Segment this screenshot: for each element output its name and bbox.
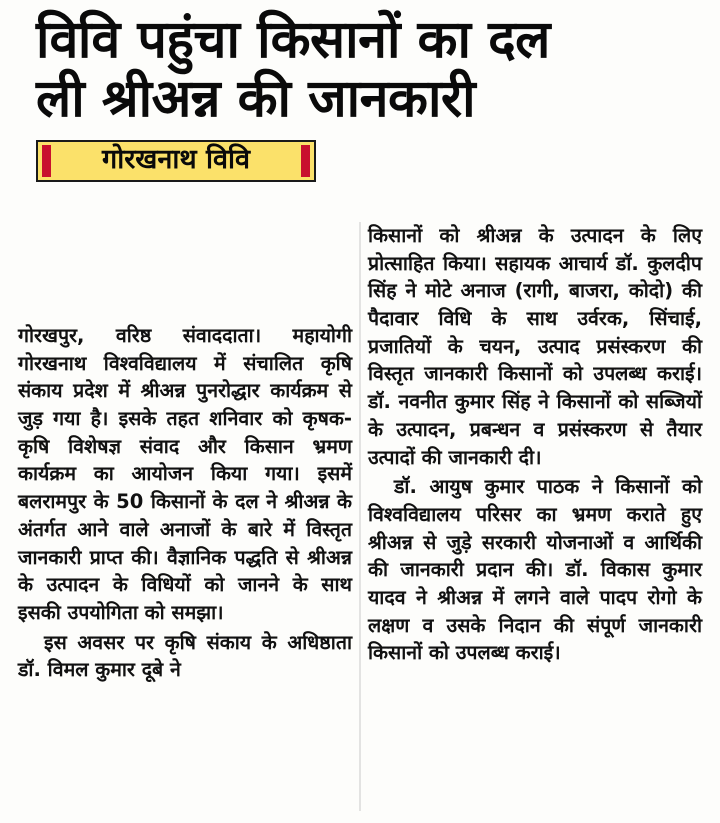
kicker-label: गोरखनाथ विवि (102, 144, 250, 176)
paragraph: गोरखपुर, वरिष्ठ संवाददाता। महायोगी गोरखनाथ विश्वविद्यालय में संचालित कृषि संकाय प्रदेश में श्रीअन्न पुनरोद्धार कार्यक्रम से जुड़ गया है। इसके तहत शनिवार को कृषक-कृषि विशेषज्ञ संवाद और किसान भ्रमण कार्यक्रम का आयोजन किया गया। इसमें बलरामपुर के 50 किसानों के दल ने श्रीअन्न के अंतर्गत आने वाले अनाजों के बारे में विस्तृत जानकारी प्राप्त की। वैज्ञानिक पद्धति से श्रीअन्न के उत्पादन के विधियों को जानने के साथ इसकी उपयोगिता को समझा। (18, 324, 352, 624)
right-column-inner (368, 222, 702, 669)
kicker-badge (36, 140, 316, 182)
kicker-row (18, 140, 702, 182)
headline-line-2: ली श्रीअन्न की जानकारी (36, 69, 476, 130)
headline (18, 10, 702, 130)
headline-line-1: विवि पहुंचा किसानों का दल (36, 10, 550, 70)
article-body (18, 224, 702, 815)
kicker-left-accent-bar (42, 145, 51, 177)
paragraph: किसानों को श्रीअन्न के उत्पादन के लिए प्रोत्साहित किया। सहायक आचार्य डॉ. कुलदीप सिंह ने मोटे अनाज (रागी, बाजरा, कोदो) की पैदावार विधि के साथ उर्वरक, सिंचाई, प्रजातियों के चयन, उत्पाद प्रसंस्करण की विस्तृत जानकारी किसानों को उपलब्ध कराई। डॉ. नवनीत कुमार सिंह ने किसानों को सब्जियों के उत्पादन, प्रबन्धन व प्रसंस्करण से तैयार उत्पादों की जानकारी दी। (368, 224, 702, 469)
column-divider (360, 222, 361, 811)
kicker-right-accent-bar (301, 145, 310, 177)
paragraph: इस अवसर पर कृषि संकाय के अधिष्ठाता डॉ. विमल कुमार दूबे ने (18, 630, 352, 682)
right-column (368, 224, 702, 815)
paragraph: डॉ. आयुष कुमार पाठक ने किसानों को विश्वविद्यालय परिसर का भ्रमण कराते हुए श्रीअन्न से जुड़े सरकारी योजनाओं व आर्थिकी की जानकारी प्रदान की। डॉ. विकास कुमार यादव ने श्रीअन्न में लगने वाले पादप रोगो के लक्षण व उसके निदान की संपूर्ण जानकारी किसानों को उपलब्ध कराई। (368, 475, 702, 665)
left-column (18, 300, 352, 815)
